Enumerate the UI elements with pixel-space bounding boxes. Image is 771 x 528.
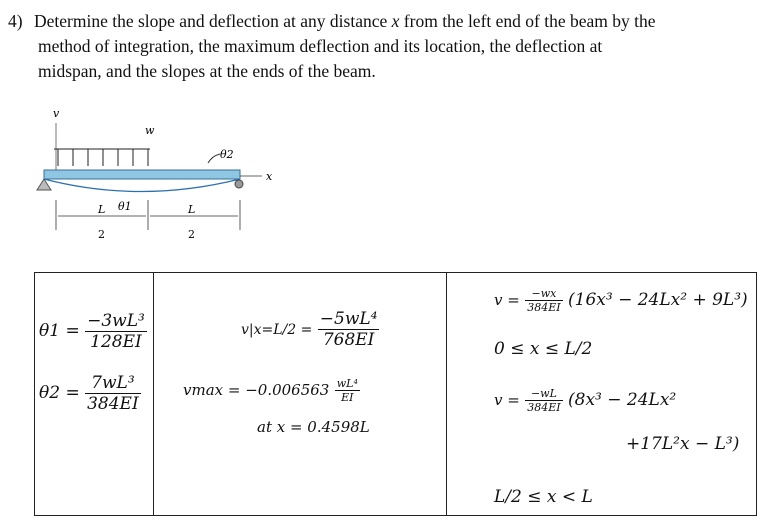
v-midspan-formula: v|x=L/2 = $\frac{\text{−5wL⁴}}{768EI}$ [241,309,378,350]
deflections-column [153,273,447,515]
theta2-label: θ2 [220,148,234,161]
problem-line-1: 4) Determine the slope and deflection at any distance x from the left end of the beam by the [8,9,758,34]
x-axis-label: x [266,170,273,183]
range-2: L/2 ≤ x < L [494,487,593,507]
dimension-lines [56,200,240,230]
v-max-formula: vmax = −0.006563 $\frac{\text{wL⁴}}{EI}$ [183,377,358,404]
problem-statement [8,9,758,84]
dim-L-left: L [98,203,106,216]
theta1-formula: θ1 = $\frac{\text{−3wL³}}{128EI}$ [39,311,145,352]
theta2-arc [208,154,220,163]
problem-line-3: midspan, and the slopes at the ends of the beam. [38,61,376,81]
x-max-location: at x = 0.4598L [257,418,370,436]
v-equation-2-continued: +17L²x − L³) [626,434,740,454]
range-1: 0 ≤ x ≤ L/2 [494,339,593,359]
slopes-column [35,273,154,515]
load-arrows [58,149,148,166]
dim-2-right: 2 [188,228,195,241]
beam [44,170,240,179]
deflection-equations-column [446,273,756,515]
theta1-label: θ1 [118,200,132,213]
dim-2-left: 2 [98,228,105,241]
roller-support [235,180,243,188]
theta2-formula: θ2 = $\frac{\text{7wL³}}{384EI}$ [39,373,139,414]
problem-number: 4) [8,11,23,31]
deflected-shape [44,179,240,192]
dim-L-right: L [188,203,196,216]
v-equation-1: v = $\frac{-wx}{384EI}$ (16x³ − 24Lx² + 9L³) [494,287,748,314]
beam-figure [0,100,300,250]
problem-line-2: method of integration, the maximum deflection and its location, the deflection at [38,36,603,56]
v-axis-label: v [53,107,60,120]
results-table [34,272,757,516]
load-label: w [145,124,155,137]
v-equation-2: v = $\frac{-wL}{384EI}$ (8x³ − 24Lx² [494,387,677,414]
